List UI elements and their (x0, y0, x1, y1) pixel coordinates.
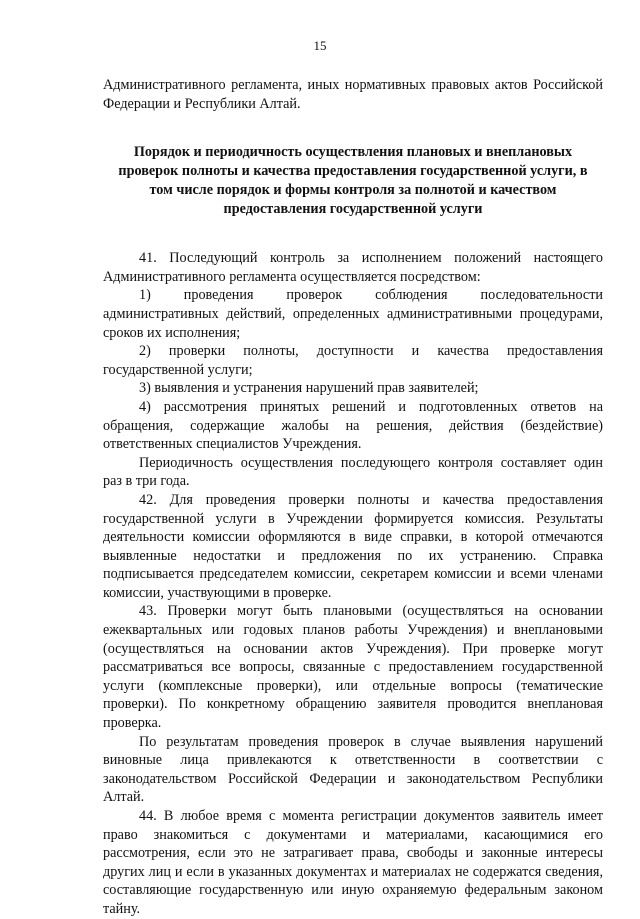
paragraph-43: 43. Проверки могут быть плановыми (осуществляться на основании ежеквартальных или годовых планов работы Учреждения) и внеплановыми (осуществляться на основании актов Учреждения). При проверке могут рассматриваться все вопросы, связанные с предоставлением государственной услуги (комплексные проверки), или отдельные вопросы (тематические проверки). По конкретному обращению заявителя проводится внеплановая проверка. (103, 603, 603, 732)
list-item-4: 4) рассмотрения принятых решений и подготовленных ответов на обращения, содержащие жалобы на решения, действия (бездействие) ответственных специалистов Учреждения. (103, 398, 603, 453)
periodicity-paragraph: Периодичность осуществления последующего контроля составляет один раз в три года. (103, 454, 603, 490)
document-body (103, 76, 603, 919)
paragraph-44: 44. В любое время с момента регистрации документов заявитель имеет право знакомиться с документами и материалами, касающимися его рассмотрения, если это не затрагивает права, свободы и законные интересы других лиц и если в указанных документах и материалах не содержатся сведения, составляющие государственную или иную охраняемую федеральным законом тайну. (103, 808, 603, 917)
page-number: 15 (313, 38, 327, 53)
results-paragraph: По результатам проведения проверок в случае выявления нарушений виновные лица привлекаются к ответственности в соответствии с законодательством Российской Федерации и законодательством Республики Алтай. (103, 733, 603, 806)
section-heading: Порядок и периодичность осуществления плановых и внеплановых проверок полноты и качества предоставления государственной услуги, в том числе порядок и формы контроля за полнотой и качеством предоставления государственной услуги (118, 144, 588, 218)
list-item-2: 2) проверки полноты, доступности и качества предоставления государственной услуги; (103, 343, 603, 378)
opening-text: Административного регламента, иных нормативных правовых актов Российской Федерации и Республики Алтай. (103, 77, 603, 112)
list-item-1: 1) проведения проверок соблюдения последовательности административных действий, определенных административными процедурами, сроков их исполнения; (103, 287, 603, 341)
paragraph-42: 42. Для проведения проверки полноты и качества предоставления государственной услуги в Учреждении формируется комиссия. Результаты деятельности комиссии оформляются в виде справки, в которой отмечаются выявленные недостатки и предложения по их устранению. Справка подписывается председателем комиссии, секретарем комиссии и всеми членами комиссии, участвующими в проверке. (103, 491, 603, 601)
paragraph-41: 41. Последующий контроль за исполнением положений настоящего Административного регламента осуществляется посредством: (103, 250, 603, 285)
list-item-3: 3) выявления и устранения нарушений прав заявителей; (139, 380, 479, 397)
